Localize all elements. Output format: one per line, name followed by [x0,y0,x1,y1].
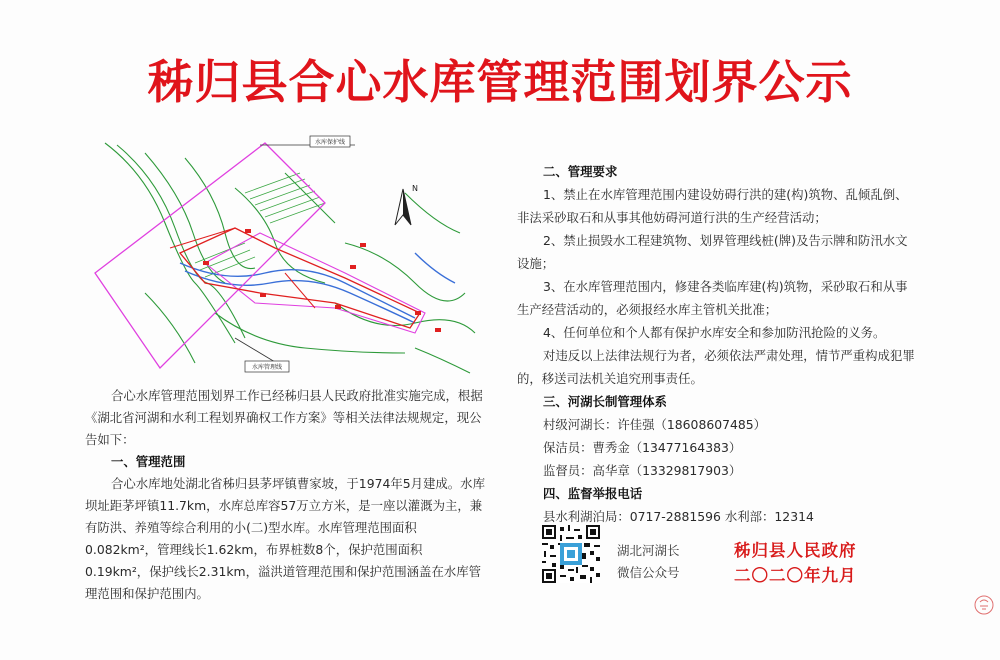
north-label: N [412,184,418,193]
qr-code-icon [542,525,600,583]
label-management [235,338,289,372]
requirement-closing: 对违反以上法律法规行为者，必须依法严肃处理，情节严重构成犯罪的，移送司法机关追究刑事责任。 [517,348,915,386]
contact-line: 保洁员：曹秀金（13477164383） [543,440,742,455]
seal-stamp-icon [973,594,995,616]
requirement-item: 1、禁止在水库管理范围内建设妨碍行洪的建(构)筑物、乱倾乱倒、非法采砂取石和从事其他妨碍河道行洪的生产经营活动； [517,187,908,225]
section4-heading: 四、监督举报电话 [543,486,643,501]
qr-caption-line: 微信公众号 [617,565,680,580]
contact-line: 监督员：高华章（13329817903） [543,463,742,478]
contact-line: 村级河湖长：许佳强（18608607485） [543,417,767,432]
management-line-label: 水库管理线 [251,364,283,371]
issuer-org: 秭归县人民政府 [734,541,857,560]
notice-title: 秭归县合心水库管理范围划界公示 [147,55,853,109]
requirement-item: 2、禁止损毁水工程建筑物、划界管理线桩(牌)及告示牌和防汛水文设施； [517,233,908,271]
north-arrow-icon [395,184,418,225]
requirement-item: 3、在水库管理范围内，修建各类临库建(构)筑物，采砂取石和从事生产经营活动的，必须报经水库主管机关批准； [517,279,908,317]
intro-paragraph: 合心水库管理范围划界工作已经秭归县人民政府批准实施完成，根据《湖北省河湖和水利工程划界确权工作方案》等相关法律法规规定，现公告如下： [85,388,483,447]
protection-line-label: 水库保护线 [314,139,346,146]
qr-caption [617,540,680,584]
qr-caption-line: 湖北河湖长 [617,543,680,558]
hotline-line: 县水利湖泊局：0717-2881596 水利部：12314 [543,509,814,524]
left-column [85,385,485,605]
section3-heading: 三、河湖长制管理体系 [543,394,667,409]
section1-body: 合心水库地处湖北省秭归县茅坪镇曹家坡，于1974年5月建成。水库坝址距茅坪镇11.7km，水库总库容57万立方米，是一座以灌溉为主，兼有防洪、养殖等综合利用的小(二)型水库。水库管理范围面积0.082km²，管理线长1.62km，布界桩数8个，保护范围面积0.19km²，保护线长2.31km，溢洪道管理范围和保护范围涵盖在水库管理范围和保护范围内。 [85,476,485,601]
boundary-map [85,133,480,383]
section2-heading: 二、管理要求 [543,164,618,179]
issue-date: 二〇二〇年九月 [734,566,857,585]
requirement-item: 4、任何单位和个人都有保护水库安全和参加防汛抢险的义务。 [543,325,886,340]
section1-heading: 一、管理范围 [111,454,186,469]
label-protection [260,136,355,147]
protection-line-reservoir [205,233,425,333]
issuer-block [734,538,857,588]
streams [180,253,455,323]
right-column [517,160,917,528]
